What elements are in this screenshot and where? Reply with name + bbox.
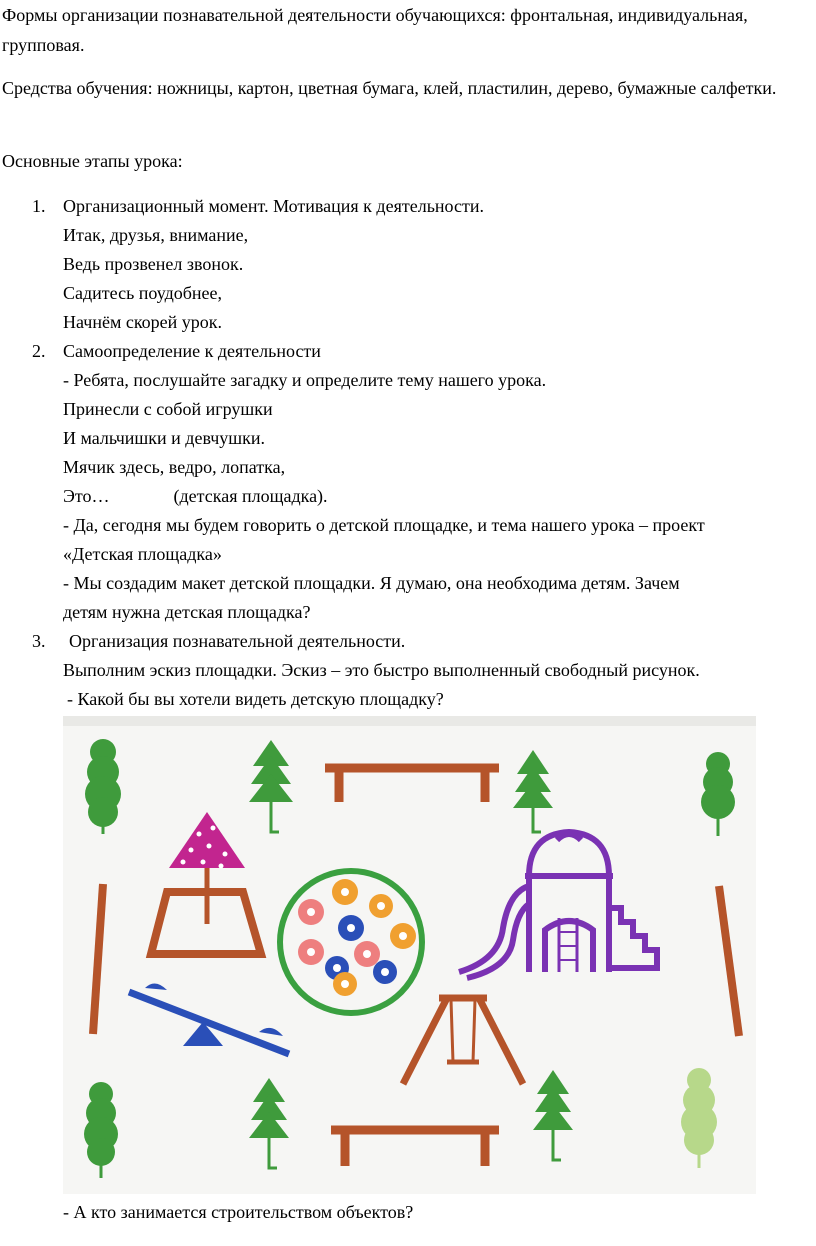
list-number: 2. xyxy=(32,341,46,361)
text-line: детям нужна детская площадка? xyxy=(63,602,311,622)
text-line: Итак, друзья, внимание, xyxy=(63,225,249,245)
paragraph-means: Средства обучения: ножницы, картон, цветная бумага, клей, пластилин, дерево, бумажные салфетки. xyxy=(2,78,777,98)
text-line: Начнём скорей урок. xyxy=(63,312,223,332)
list-item xyxy=(0,337,816,627)
list-item xyxy=(0,192,816,337)
text-line: И мальчишки и девчушки. xyxy=(63,428,266,448)
list-number: 1. xyxy=(32,196,46,216)
closing-question: - А кто занимается строительством объектов? xyxy=(63,1202,414,1222)
text-line: Садитесь поудобнее, xyxy=(63,283,223,303)
text-line: Принесли с собой игрушки xyxy=(63,399,273,419)
text-line: - Какой бы вы хотели видеть детскую площадку? xyxy=(67,689,444,709)
riddle-answer-line xyxy=(63,482,816,511)
paragraph-forms: Формы организации познавательной деятельности обучающихся: фронтальная, индивидуальная, групповая. xyxy=(2,5,748,55)
text-line: Организация познавательной деятельности. xyxy=(69,631,406,651)
text-line: Организационный момент. Мотивация к деятельности. xyxy=(63,196,484,216)
text-line: «Детская площадка» xyxy=(63,544,222,564)
riddle-answer: (детская площадка). xyxy=(173,486,328,506)
text-line: Ведь прозвенел звонок. xyxy=(63,254,244,274)
flower xyxy=(298,899,324,925)
flower xyxy=(338,915,364,941)
bush-tree xyxy=(85,739,121,834)
text-line: Мячик здесь, ведро, лопатка, xyxy=(63,457,286,477)
list-number: 3. xyxy=(32,631,46,651)
text-line: - Ребята, послушайте загадку и определите тему нашего урока. xyxy=(63,370,547,390)
flower xyxy=(298,939,324,965)
flower xyxy=(369,894,393,918)
paragraph-stages-heading: Основные этапы урока: xyxy=(2,151,183,171)
paper-top-edge xyxy=(63,716,756,726)
text-line: - Мы создадим макет детской площадки. Я думаю, она необходима детям. Зачем xyxy=(63,573,680,593)
flower xyxy=(373,960,397,984)
text-line: - Да, сегодня мы будем говорить о детской площадке, и тема нашего урока – проект xyxy=(63,515,705,535)
flower xyxy=(390,923,416,949)
lesson-stages-list xyxy=(0,192,816,743)
text-line: Выполним эскиз площадки. Эскиз – это быстро выполненный свободный рисунок. xyxy=(63,660,700,680)
playground-sketch-drawing xyxy=(63,716,756,1194)
playground-sketch-image xyxy=(63,716,756,1194)
riddle-word: Это… xyxy=(63,486,110,506)
flower xyxy=(332,879,358,905)
flower xyxy=(333,972,357,996)
text-line: Самоопределение к деятельности xyxy=(63,341,321,361)
flower xyxy=(354,941,380,967)
